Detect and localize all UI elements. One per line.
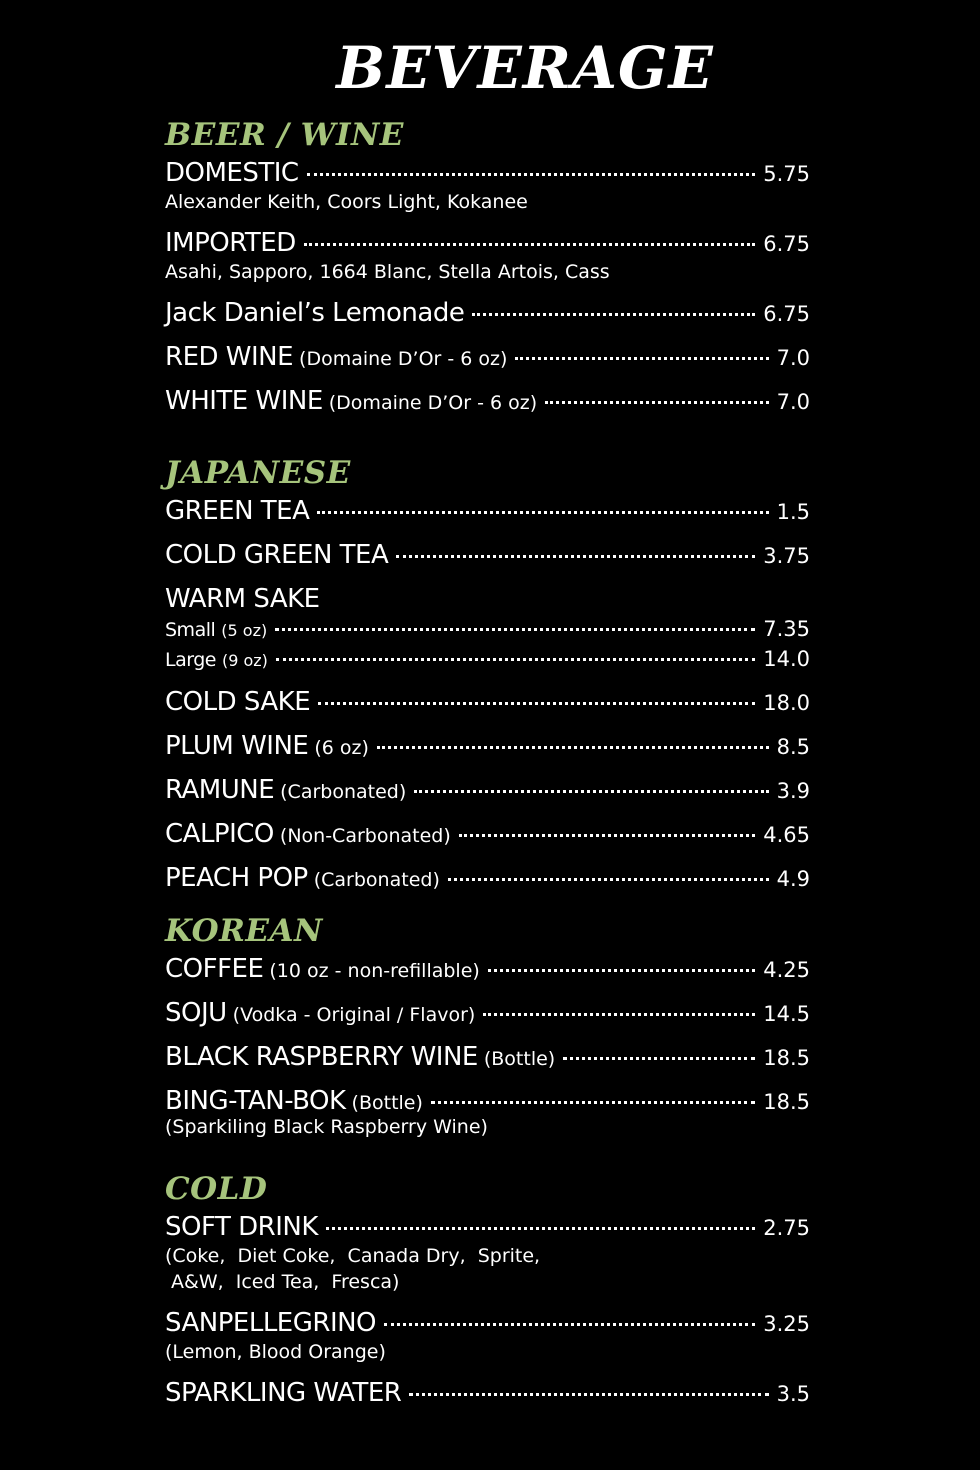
item-note: (Domaine D’Or - 6 oz) (299, 348, 508, 370)
dot-leader (326, 1227, 755, 1230)
menu-subitem-small (165, 614, 810, 644)
item-name: RAMUNE (165, 775, 275, 805)
item-name: SOJU (165, 998, 227, 1028)
menu-item-bing-tan-bok (165, 1086, 810, 1117)
section-heading: KOREAN (165, 913, 323, 949)
dot-leader (317, 511, 768, 514)
dot-leader (488, 969, 755, 972)
menu-item-coffee (165, 954, 810, 985)
section-korean (165, 910, 810, 1137)
menu-item-white-wine (165, 386, 810, 417)
item-description: (Lemon, Blood Orange) (165, 1341, 386, 1363)
item-name: Jack Daniel’s Lemonade (165, 298, 465, 328)
item-name: PLUM WINE (165, 731, 309, 761)
section-heading: BEER / WINE (165, 117, 404, 153)
item-name: RED WINE (165, 342, 294, 372)
item-name: PEACH POP (165, 863, 308, 893)
dot-leader (396, 555, 755, 558)
section-beer-wine (165, 114, 810, 417)
item-description: (Sparkiling Black Raspberry Wine) (165, 1116, 488, 1138)
menu-item-plum-wine (165, 731, 810, 762)
menu-item-sparkling-water (165, 1378, 810, 1409)
item-price: 6.75 (763, 302, 810, 326)
item-name: SOFT DRINK (165, 1212, 318, 1242)
item-note: (Domaine D’Or - 6 oz) (328, 392, 538, 414)
dot-leader (409, 1393, 768, 1396)
item-price: 3.9 (776, 779, 810, 803)
item-note: (6 oz) (314, 737, 369, 759)
item-note: (Bottle) (351, 1092, 423, 1114)
item-name: WHITE WINE (165, 386, 323, 416)
menu-item-soju (165, 998, 810, 1029)
item-name: COFFEE (165, 954, 264, 984)
item-price: 6.75 (763, 232, 810, 256)
menu-item-domestic (165, 158, 810, 189)
item-price: 18.0 (763, 691, 810, 715)
menu-item-green-tea (165, 496, 810, 527)
section-japanese (165, 452, 810, 894)
menu-item-red-wine (165, 342, 810, 373)
menu-item-jack-daniels-lemonade (165, 298, 810, 329)
item-price: 7.0 (776, 390, 810, 414)
item-name: WARM SAKE (165, 584, 320, 614)
menu-item-ramune (165, 775, 810, 806)
dot-leader (459, 834, 755, 837)
menu-item-cold-green-tea (165, 540, 810, 571)
item-name: BLACK RASPBERRY WINE (165, 1042, 478, 1072)
section-heading: JAPANESE (165, 455, 351, 491)
menu-subitem-large (165, 644, 810, 674)
dot-leader (515, 357, 768, 360)
item-price: 14.5 (763, 1002, 810, 1026)
item-price: 18.5 (763, 1046, 810, 1070)
item-price: 4.65 (763, 823, 810, 847)
dot-leader (431, 1101, 755, 1104)
item-price: 7.0 (776, 346, 810, 370)
dot-leader (483, 1013, 755, 1016)
dot-leader (384, 1323, 755, 1326)
item-price: 7.35 (763, 617, 810, 641)
item-note: (Bottle) (483, 1048, 556, 1070)
item-name: CALPICO (165, 819, 274, 849)
size-note: (9 oz) (221, 651, 268, 670)
item-description: Alexander Keith, Coors Light, Kokanee (165, 191, 528, 213)
item-price: 3.5 (776, 1382, 810, 1406)
item-description: (Coke, Diet Coke, Canada Dry, Sprite, (165, 1245, 541, 1267)
menu-item-soft-drink (165, 1212, 810, 1243)
menu-item-peach-pop (165, 863, 810, 894)
dot-leader (472, 313, 755, 316)
item-name: BING-TAN-BOK (165, 1086, 346, 1116)
size-label: Large (165, 649, 216, 671)
dot-leader (276, 658, 755, 661)
item-price: 4.9 (776, 867, 810, 891)
section-cold (165, 1168, 810, 1409)
item-note: (Carbonated) (280, 781, 407, 803)
item-note: (10 oz - non-refillable) (269, 960, 480, 982)
dot-leader (304, 243, 755, 246)
menu-item-sanpellegrino (165, 1308, 810, 1339)
dot-leader (318, 702, 755, 705)
item-price: 3.75 (763, 544, 810, 568)
item-description-line-2: A&W, Iced Tea, Fresca) (165, 1271, 400, 1293)
size-note: (5 oz) (221, 621, 268, 640)
item-description: Asahi, Sapporo, 1664 Blanc, Stella Artois, Cass (165, 261, 610, 283)
item-note: (Non-Carbonated) (279, 825, 451, 847)
item-name: IMPORTED (165, 228, 296, 258)
item-price: 14.0 (763, 647, 810, 671)
item-name: COLD GREEN TEA (165, 540, 389, 570)
item-name: SANPELLEGRINO (165, 1308, 377, 1338)
item-price: 1.5 (776, 500, 810, 524)
item-name: DOMESTIC (165, 158, 299, 188)
item-name: GREEN TEA (165, 496, 310, 526)
menu-item-warm-sake (165, 584, 810, 614)
dot-leader (307, 173, 756, 176)
item-note: (Carbonated) (313, 869, 440, 891)
dot-leader (545, 401, 768, 404)
size-label: Small (165, 619, 216, 641)
dot-leader (275, 628, 755, 631)
section-heading: COLD (165, 1171, 268, 1207)
menu-item-cold-sake (165, 687, 810, 718)
item-name: SPARKLING WATER (165, 1378, 402, 1408)
item-name: COLD SAKE (165, 687, 311, 717)
item-note: (Vodka - Original / Flavor) (232, 1004, 476, 1026)
menu-item-calpico (165, 819, 810, 850)
menu-item-black-raspberry-wine (165, 1042, 810, 1073)
item-price: 18.5 (763, 1090, 810, 1114)
item-price: 4.25 (763, 958, 810, 982)
item-price: 2.75 (763, 1216, 810, 1240)
dot-leader (414, 790, 768, 793)
dot-leader (377, 746, 769, 749)
item-price: 5.75 (763, 162, 810, 186)
menu-item-imported (165, 228, 810, 259)
item-price: 8.5 (776, 735, 810, 759)
menu-title: BEVERAGE (336, 34, 714, 102)
dot-leader (448, 878, 769, 881)
dot-leader (563, 1057, 755, 1060)
item-price: 3.25 (763, 1312, 810, 1336)
